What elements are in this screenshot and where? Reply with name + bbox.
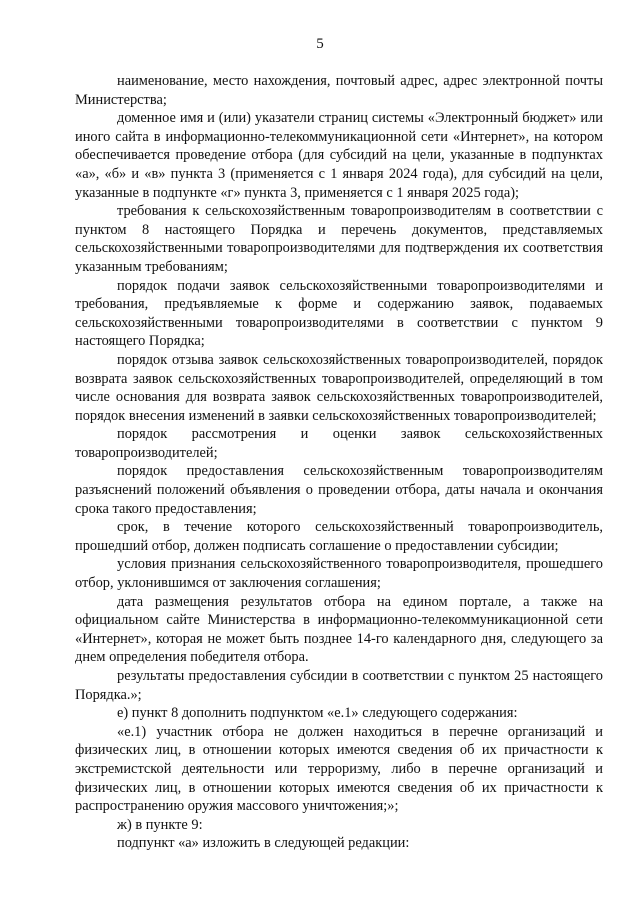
paragraph: порядок подачи заявок сельскохозяйственными товаропроизводителями и требования, предъявляемые к форме и содержанию заявок, подаваемых сельскохозяйственными товаропроизводителями в соответствии с пунктом 9 настоящего Порядка; [75, 277, 603, 350]
paragraph: «е.1) участник отбора не должен находиться в перечне организаций и физических лиц, в отношении которых имеются сведения об их причастности к экстремистской деятельности или терроризму, либо в перечне организаций и физических лиц, в отношении которых имеются сведения об их причастности к распространению оружия массового уничтожения;»; [75, 723, 603, 815]
paragraph: е) пункт 8 дополнить подпунктом «е.1» следующего содержания: [117, 705, 518, 722]
paragraph: требования к сельскохозяйственным товаропроизводителям в соответствии с пунктом 8 настоящего Порядка и перечень документов, представляемых сельскохозяйственными товаропроизводителями для подтверждения их соответствия указанным требованиям; [75, 203, 603, 275]
paragraph: порядок отзыва заявок сельскохозяйственных товаропроизводителей, порядок возврата заявок сельскохозяйственных товаропроизводителей, определяющий в том числе основания для возврата заявок сельскохозяйственных товаропроизводителей, порядок внесения изменений в заявки сельскохозяйственных товаропроизводителей; [75, 351, 603, 424]
page-number: 5 [316, 36, 324, 52]
paragraph: условия признания сельскохозяйственного товаропроизводителя, прошедшего отбор, уклонившимся от заключения соглашения; [75, 556, 603, 592]
paragraph: порядок предоставления сельскохозяйственным товаропроизводителям разъяснений положений объявления о проведении отбора, даты начала и окончания срока такого предоставления; [75, 463, 603, 517]
paragraph: срок, в течение которого сельскохозяйственный товаропроизводитель, прошедший отбор, должен подписать соглашение о предоставлении субсидии; [75, 519, 603, 554]
paragraph: порядок рассмотрения и оценки заявок сельскохозяйственных товаропроизводителей; [75, 426, 603, 461]
paragraph: доменное имя и (или) указатели страниц системы «Электронный бюджет» или иного сайта в информационно-телекоммуникационной сети «Интернет», на котором обеспечивается проведение отбора (для субсидий на цели, указанные в подпунктах «а», «б» и «в» пункта 3 (применяется с 1 января 2024 года), для субсидий на цели, указанные в подпункте «г» пункта 3, применяется с 1 января 2025 года); [75, 110, 603, 201]
paragraph: наименование, место нахождения, почтовый адрес, адрес электронной почты Министерства; [75, 73, 603, 108]
paragraph: подпункт «а» изложить в следующей редакции: [117, 835, 410, 852]
paragraph: дата размещения результатов отбора на едином портале, а также на официальном сайте Министерства в информационно-телекоммуникационной сети «Интернет», которая не может быть позднее 14-го календарного дня, следующего за днем определения победителя отбора. [75, 593, 603, 666]
paragraph: результаты предоставления субсидии в соответствии с пунктом 25 настоящего Порядка.»; [75, 668, 603, 703]
document-body [75, 72, 603, 853]
paragraph: ж) в пункте 9: [117, 816, 203, 833]
